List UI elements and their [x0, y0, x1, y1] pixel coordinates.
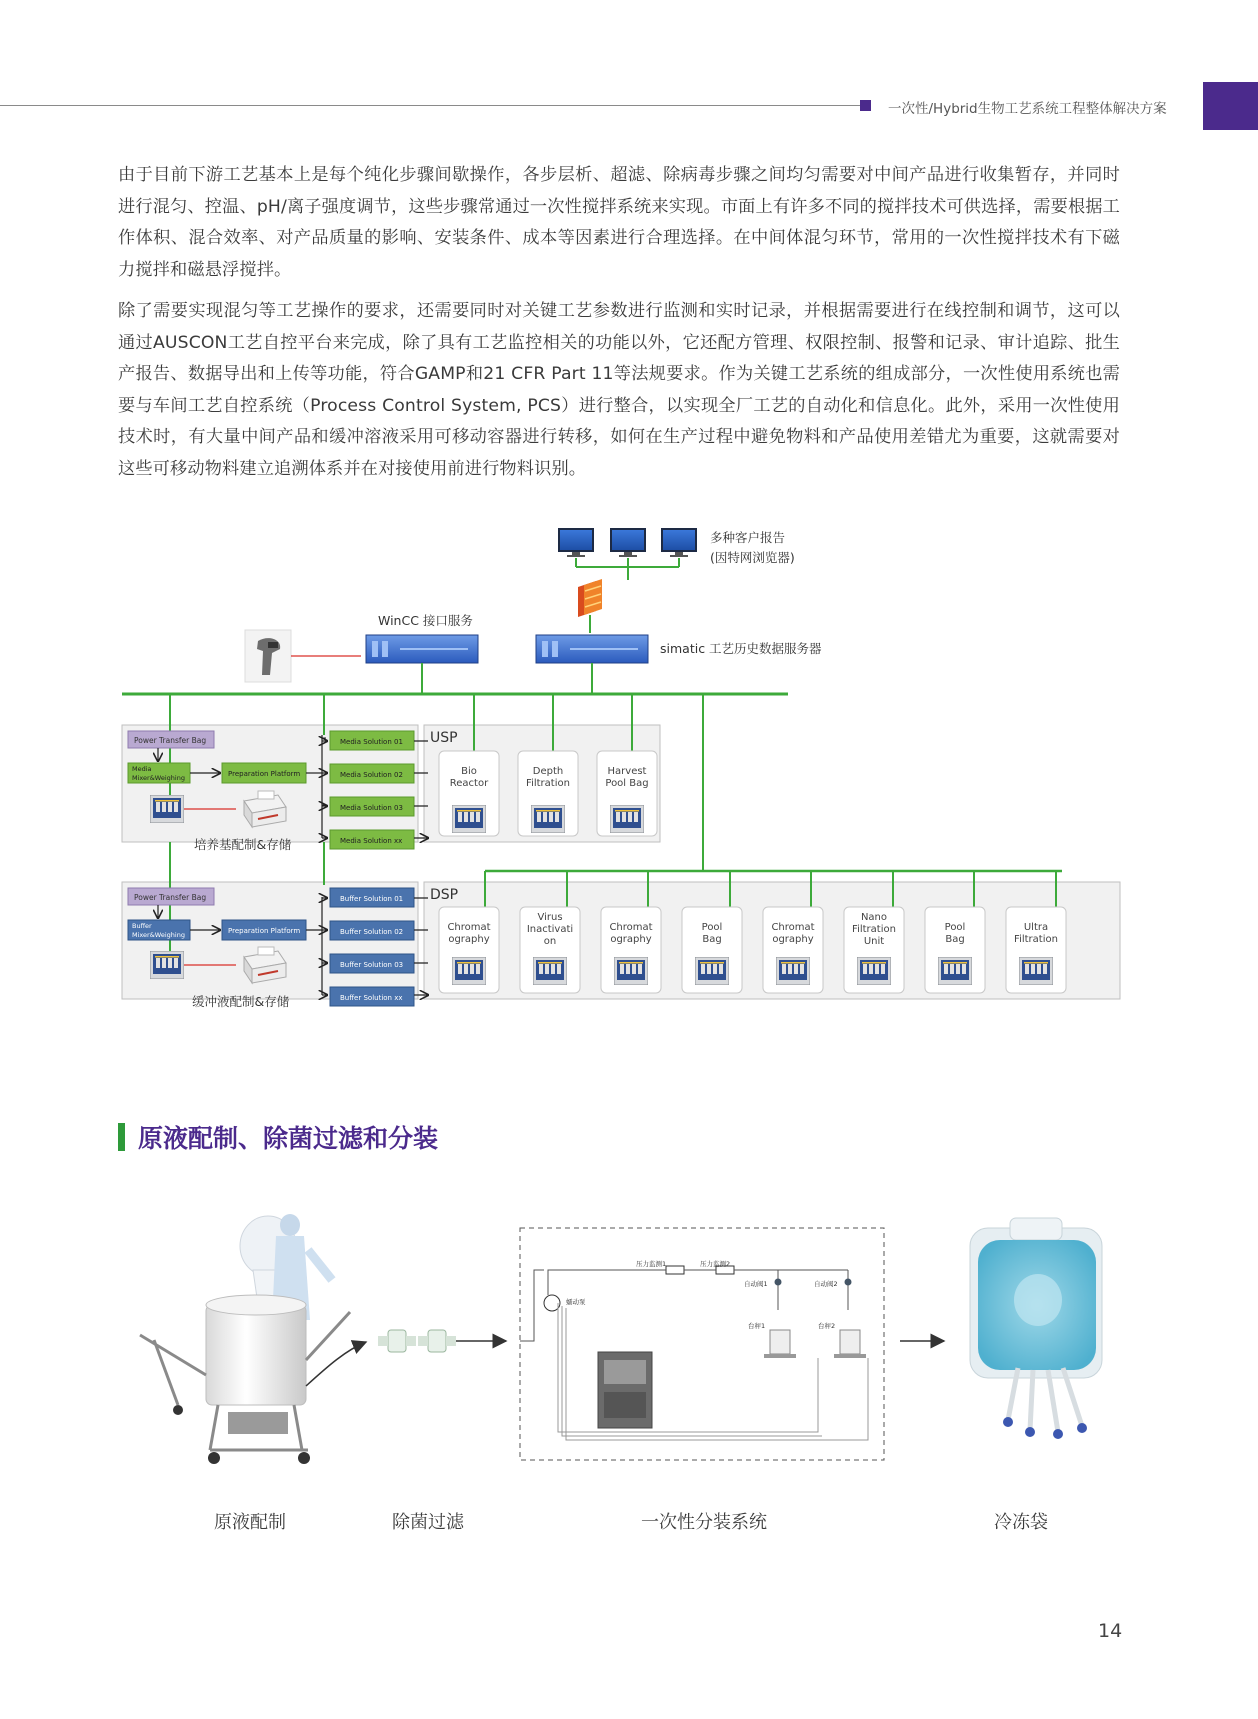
firewall-icon — [578, 579, 602, 617]
caption-freeze-bag: 冷冻袋 — [994, 1512, 1048, 1533]
section-title: 原液配制、除菌过滤和分装 — [138, 1124, 439, 1153]
svg-text:ography: ography — [448, 934, 490, 945]
sterile-filter-image — [378, 1330, 456, 1352]
caption-sterile-filtration: 除菌过滤 — [392, 1512, 464, 1533]
dsp-solution-3: Buffer Solution 03 — [340, 961, 404, 969]
svg-text:Pool: Pool — [944, 922, 966, 933]
svg-text:Media: Media — [132, 765, 152, 773]
dsp-power-bag: Power Transfer Bag — [134, 893, 207, 902]
clients-label-2: (因特网浏览器) — [710, 550, 795, 565]
svg-text:Filtration: Filtration — [1014, 934, 1058, 945]
usp-solution-2: Media Solution 02 — [340, 771, 403, 779]
usp-title: USP — [430, 730, 458, 746]
caption-dispensing-system: 一次性分装系统 — [641, 1512, 767, 1533]
svg-text:Filtration: Filtration — [852, 924, 896, 935]
svg-text:台秤1: 台秤1 — [748, 1322, 766, 1330]
simatic-server-icon — [536, 635, 648, 663]
header-accent-block — [1203, 82, 1258, 130]
dsp-caption: 缓冲液配制&存储 — [192, 994, 290, 1009]
svg-text:Chromat: Chromat — [771, 922, 815, 933]
svg-text:Virus: Virus — [537, 912, 563, 923]
svg-text:Chromat: Chromat — [447, 922, 491, 933]
usp-prep: Preparation Platform — [228, 770, 301, 778]
svg-text:Mixer&Weighing: Mixer&Weighing — [132, 931, 185, 939]
usp-power-bag: Power Transfer Bag — [134, 736, 207, 745]
usp-caption: 培养基配制&存储 — [194, 837, 292, 852]
simatic-label: simatic 工艺历史数据服务器 — [660, 641, 822, 656]
dsp-solution-4: Buffer Solution xx — [340, 994, 403, 1002]
svg-text:on: on — [543, 936, 557, 947]
dsp-prep: Preparation Platform — [228, 927, 301, 935]
header-title: 一次性/Hybrid生物工艺系统工程整体解决方案 — [888, 101, 1167, 117]
mixing-tank-image — [140, 1214, 350, 1464]
dispensing-system-schematic — [520, 1228, 884, 1460]
paragraph-2: 除了需要实现混匀等工艺操作的要求，还需要同时对关键工艺参数进行监测和实时记录，并根据需要进行在线控制和调节，这可以通过AUSCON工艺自控平台来完成，除了具有工艺监控相关的功能以外，它还配方管理、权限控制、报警和记录、审计追踪、批生产报告、数据导出和上传等功能，符合GAMP和21 CFR Part 11等法规要求。作为关键工艺系统的组成部分，一次性使用系统也需要与车间工艺自控系统（Process Control System, PCS）进行整合，以实现全厂工艺的自动化和信息化。此外，采用一次性使用技术时，有大量中间产品和缓冲溶液采用可移动容器进行转移，如何在生产过程中避免物料和产品使用差错尤为重要，这就需要对这些可移动物料建立追溯体系并在对接使用前进行物料识别。 — [118, 301, 1120, 479]
clients-label-1: 多种客户报告 — [710, 530, 786, 545]
dsp-title: DSP — [430, 887, 459, 903]
header-square-icon — [860, 100, 871, 111]
svg-text:Unit: Unit — [863, 936, 885, 947]
svg-text:压力监测1: 压力监测1 — [636, 1260, 667, 1268]
svg-text:Inactivati: Inactivati — [526, 924, 574, 935]
svg-text:台秤2: 台秤2 — [818, 1322, 836, 1330]
paragraph-1: 由于目前下游工艺基本上是每个纯化步骤间歇操作，各步层析、超滤、除病毒步骤之间均匀需要对中间产品进行收集暂存，并同时进行混匀、控温、pH/离子强度调节，这些步骤常通过一次性搅拌系统来实现。市面上有许多不同的搅拌技术可供选择，需要根据工作体积、混合效率、对产品质量的影响、安装条件、成本等因素进行合理选择。在中间体混匀环节，常用的一次性搅拌技术有下磁力搅拌和磁悬浮搅拌。 — [118, 165, 1120, 280]
dsp-solution-2: Buffer Solution 02 — [340, 928, 404, 936]
usp-solution-1: Media Solution 01 — [340, 738, 403, 746]
svg-text:ography: ography — [772, 934, 814, 945]
svg-text:Bag: Bag — [702, 934, 722, 945]
svg-text:蠕动泵: 蠕动泵 — [566, 1298, 586, 1306]
freeze-bag-image — [970, 1218, 1102, 1439]
caption-formulation: 原液配制 — [214, 1512, 286, 1533]
svg-text:Reactor: Reactor — [449, 778, 489, 789]
svg-text:Depth: Depth — [532, 766, 564, 777]
svg-text:Bag: Bag — [945, 934, 965, 945]
svg-text:Harvest: Harvest — [607, 766, 647, 777]
wincc-label: WinCC 接口服务 — [378, 613, 473, 628]
svg-text:Chromat: Chromat — [609, 922, 653, 933]
svg-text:Mixer&Weighing: Mixer&Weighing — [132, 774, 185, 782]
fill-finish-flow-illustration — [118, 1200, 1128, 1520]
section-marker — [118, 1123, 125, 1151]
svg-text:Nano: Nano — [860, 912, 888, 923]
svg-text:Buffer: Buffer — [132, 922, 152, 930]
svg-text:Filtration: Filtration — [526, 778, 570, 789]
page-number: 14 — [1098, 1620, 1123, 1642]
svg-text:Ultra: Ultra — [1023, 922, 1049, 933]
barcode-scanner-icon — [245, 630, 291, 682]
svg-text:Bio: Bio — [461, 766, 477, 777]
header-rule — [0, 105, 860, 106]
usp-solution-4: Media Solution xx — [340, 837, 403, 845]
svg-text:Pool: Pool — [701, 922, 723, 933]
svg-text:自动阀2: 自动阀2 — [814, 1280, 838, 1288]
svg-text:ography: ography — [610, 934, 652, 945]
svg-text:Pool Bag: Pool Bag — [605, 778, 649, 789]
usp-solution-3: Media Solution 03 — [340, 804, 403, 812]
dsp-solution-1: Buffer Solution 01 — [340, 895, 404, 903]
control-system-diagram — [118, 525, 1123, 1020]
svg-text:压力监测2: 压力监测2 — [700, 1260, 731, 1268]
svg-text:自动阀1: 自动阀1 — [744, 1280, 768, 1288]
wincc-server-icon — [366, 635, 478, 663]
